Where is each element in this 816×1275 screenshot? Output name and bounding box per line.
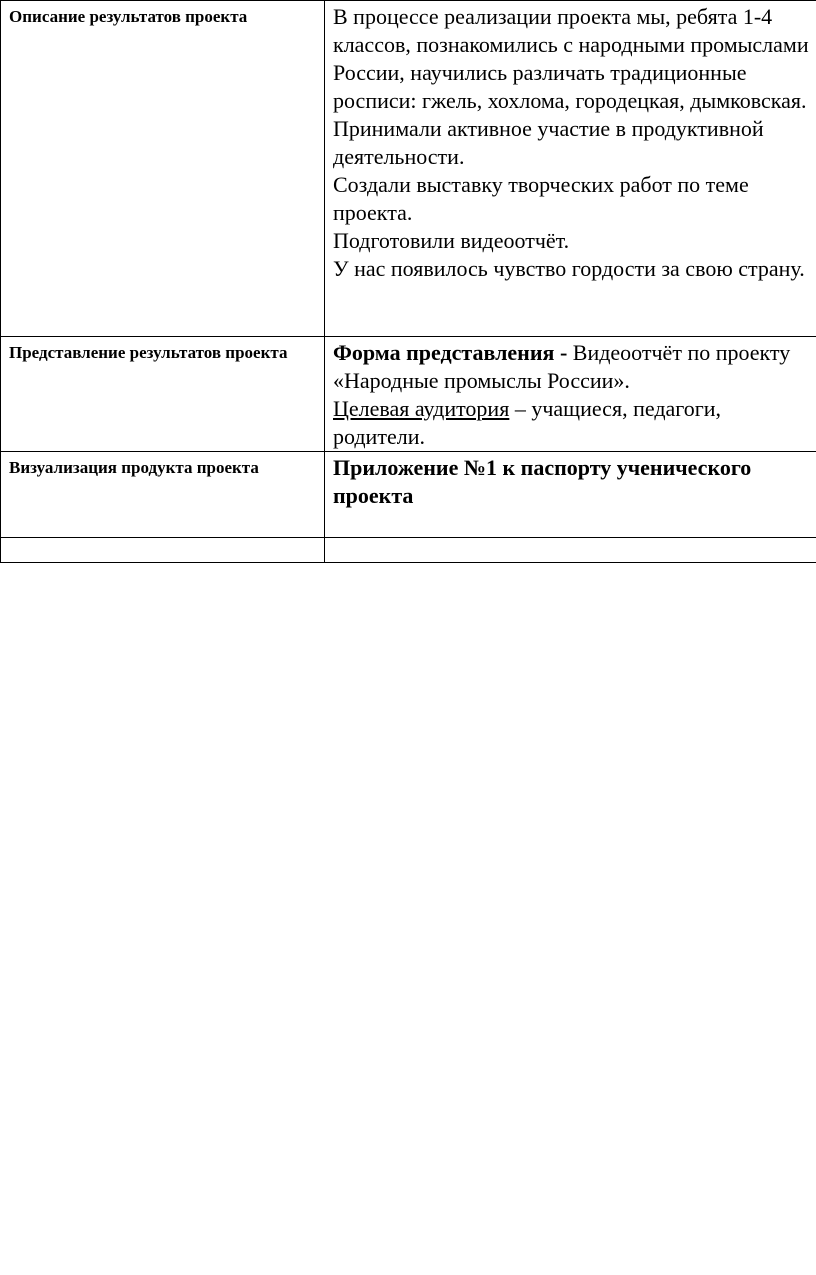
audience-value: – учащиеся, педагоги, родители. (333, 396, 722, 449)
table-row (1, 452, 816, 538)
empty-cell (1, 538, 325, 563)
results-presentation-cell (325, 337, 816, 452)
results-paragraph: В процессе реализации проекта мы, ребята 1-4 классов, познакомились с народными промыслами России, научились различать традиционные росписи: гжель, хохлома, городецкая, дымковская. (333, 4, 809, 113)
results-paragraph: Подготовили видеоотчёт. (333, 228, 570, 253)
row-label-results-description: Описание результатов проекта (1, 1, 325, 337)
presentation-form-label: Форма представления - (333, 340, 568, 365)
results-paragraph: Создали выставку творческих работ по теме проекта. (333, 172, 749, 225)
results-paragraph: У нас появилось чувство гордости за свою страну. (333, 256, 805, 281)
presentation-form-value: Видеоотчёт по проекту «Народные промыслы России». (333, 340, 791, 393)
results-paragraph: Принимали активное участие в продуктивной деятельности. (333, 116, 764, 169)
results-description-cell (325, 1, 816, 337)
appendix-reference: Приложение №1 к паспорту ученического проекта (325, 452, 816, 538)
table-row (1, 538, 816, 563)
project-passport-table (0, 0, 816, 563)
table-row (1, 1, 816, 337)
row-label-product-visualization: Визуализация продукта проекта (1, 452, 325, 538)
audience-line (333, 395, 814, 451)
empty-cell (325, 538, 816, 563)
presentation-form-line (333, 339, 814, 395)
audience-label: Целевая аудитория (333, 396, 510, 421)
table-row (1, 337, 816, 452)
row-label-results-presentation: Представление результатов проекта (1, 337, 325, 452)
